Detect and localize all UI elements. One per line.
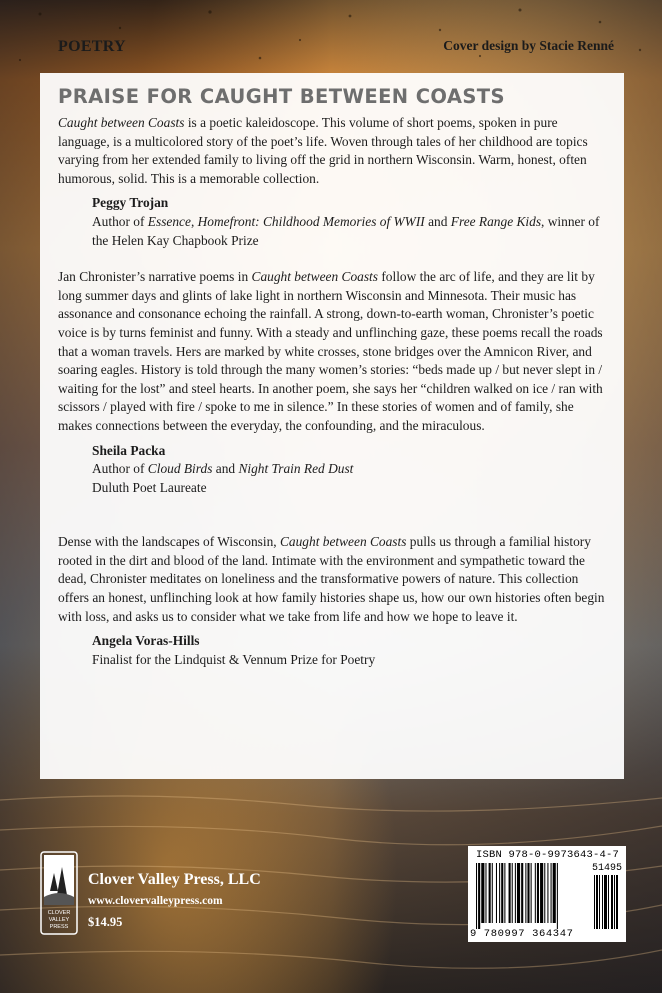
review-text — [58, 114, 608, 188]
barcode-bar — [501, 863, 503, 923]
review-body: pulls us through a familial history rooted in the dirt and blood of the land. Intimate with the environment and sympathetic toward the dead, Chronister meditates on loneliness and the transformative powers of nature. This collection offers an honest, unflinching look at how family histories shape us, how our own histories often begin with loss, and asks us to consider what we take from life and how we hope to leave it. — [58, 534, 605, 624]
review-text — [58, 533, 608, 626]
reviewer — [92, 632, 608, 669]
review-2 — [58, 268, 608, 497]
barcode-bar — [489, 863, 491, 923]
clover-valley-press-logo — [40, 851, 78, 935]
addon-bar — [614, 875, 615, 929]
isbn-barcode — [468, 846, 626, 942]
reviewer-credential: Author of Cloud Birds and Night Train Red Dust — [92, 461, 354, 477]
reviewer-title: Duluth Poet Laureate — [92, 479, 207, 495]
barcode-bar — [478, 863, 480, 929]
addon-bar — [604, 875, 607, 929]
review-body: follow the arc of life, and they are lit by long summer days and glints of lake light in northern Wisconsin and Minnesota. Their music has assonance and consonance echoing the rainfall. A strong, down-to-earth woman, Chronister’s poetic voice is by turns feminist and funny. With a steady and unflinching gaze, these poems recall the roads that a woman travels. Hers are marked by white crosses, stone bridges over the Amnicon River, and soaring eagles. History is told through the many women’s stories: “beds made up / but never slept in / waiting for the lost” and steel hearts. In another poem, she says her “children walked on ice / ran with scissors / played with fire / spoke to me in silence.” In these stories of women and of family, she makes connections between the everyday, the confounding, and the miraculous. — [58, 269, 603, 433]
reviewer-credential: Author of Essence, Homefront: Childhood Memories of WWII and Free Range Kids, winner of the Helen Kay Chapbook Prize — [92, 213, 600, 248]
svg-text:PRESS: PRESS — [49, 924, 69, 930]
barcode-bar — [509, 863, 511, 923]
barcode-bar — [525, 863, 526, 923]
praise-panel — [40, 73, 624, 779]
barcode-bar — [504, 863, 505, 923]
reviewer-name: Sheila Packa — [92, 442, 166, 458]
svg-text:CLOVER: CLOVER — [47, 910, 71, 916]
addon-bar — [616, 875, 618, 929]
reviewer-name: Peggy Trojan — [92, 195, 169, 211]
book-title: Caught between Coasts — [279, 534, 407, 550]
genre-label: POETRY — [58, 38, 126, 55]
barcode-bar — [492, 863, 493, 923]
barcode-bar — [551, 863, 552, 923]
barcode-addon: 51495 — [592, 863, 623, 874]
barcode-bar — [547, 863, 548, 923]
barcode-bar — [512, 863, 513, 923]
barcode-bar — [499, 863, 500, 923]
barcode-bar — [521, 863, 523, 923]
barcode-bar — [517, 863, 520, 923]
book-title: Caught between Coasts — [251, 269, 378, 285]
reviewer — [92, 442, 608, 498]
barcode-bar — [537, 863, 539, 923]
review-1 — [58, 114, 608, 250]
barcode-bar — [544, 863, 545, 923]
barcode-bar — [527, 863, 529, 923]
barcode-bar — [485, 863, 486, 923]
svg-text:VALLEY: VALLEY — [48, 917, 70, 923]
praise-title: PRAISE FOR CAUGHT BETWEEN COASTS — [58, 85, 505, 108]
publisher-name: Clover Valley Press, LLC — [88, 871, 261, 888]
barcode-bar — [476, 863, 477, 929]
barcode-bar — [557, 863, 558, 929]
addon-bar — [611, 875, 613, 929]
isbn-number: ISBN 978-0-9973643-4-7 — [476, 849, 620, 861]
review-body: is a poetic kaleidoscope. This volume of short poems, spoken in pure language, is a multicolored story of the poet’s life. Woven through tales of her childhood are topics varying from her extended family to living off the grid in northern Wisconsin. Warm, honest, often humorous, solid. This is a memorable collection. — [58, 115, 588, 186]
review-intro: Jan Chronister’s narrative poems in — [58, 269, 252, 285]
addon-bar — [602, 875, 603, 929]
review-3 — [58, 533, 608, 669]
review-intro: Dense with the landscapes of Wisconsin, — [58, 534, 280, 550]
barcode-bar — [535, 863, 536, 923]
barcode-bar — [481, 863, 484, 923]
addon-bar — [608, 875, 609, 929]
book-title: Caught between Coasts — [58, 115, 185, 130]
barcode-bar — [553, 863, 556, 923]
publisher-block — [40, 851, 300, 937]
barcode-bar — [515, 863, 516, 923]
publisher-url[interactable]: www.clovervalleypress.com — [88, 895, 223, 907]
addon-bar — [596, 875, 598, 929]
addon-bar — [594, 875, 595, 929]
barcode-bar — [531, 863, 532, 923]
barcode-bar — [540, 863, 543, 923]
barcode-digits: 9 780997 364347 — [470, 928, 574, 940]
reviewer — [92, 194, 608, 250]
reviewer-credential: Finalist for the Lindquist & Vennum Prize for Poetry — [92, 651, 376, 667]
cover-credit: Cover design by Stacie Renné — [443, 38, 614, 53]
review-text — [58, 268, 608, 435]
barcode-bar — [496, 863, 497, 923]
reviewer-name: Angela Voras-Hills — [92, 633, 200, 649]
price: $14.95 — [88, 915, 123, 929]
addon-bar — [599, 875, 600, 929]
